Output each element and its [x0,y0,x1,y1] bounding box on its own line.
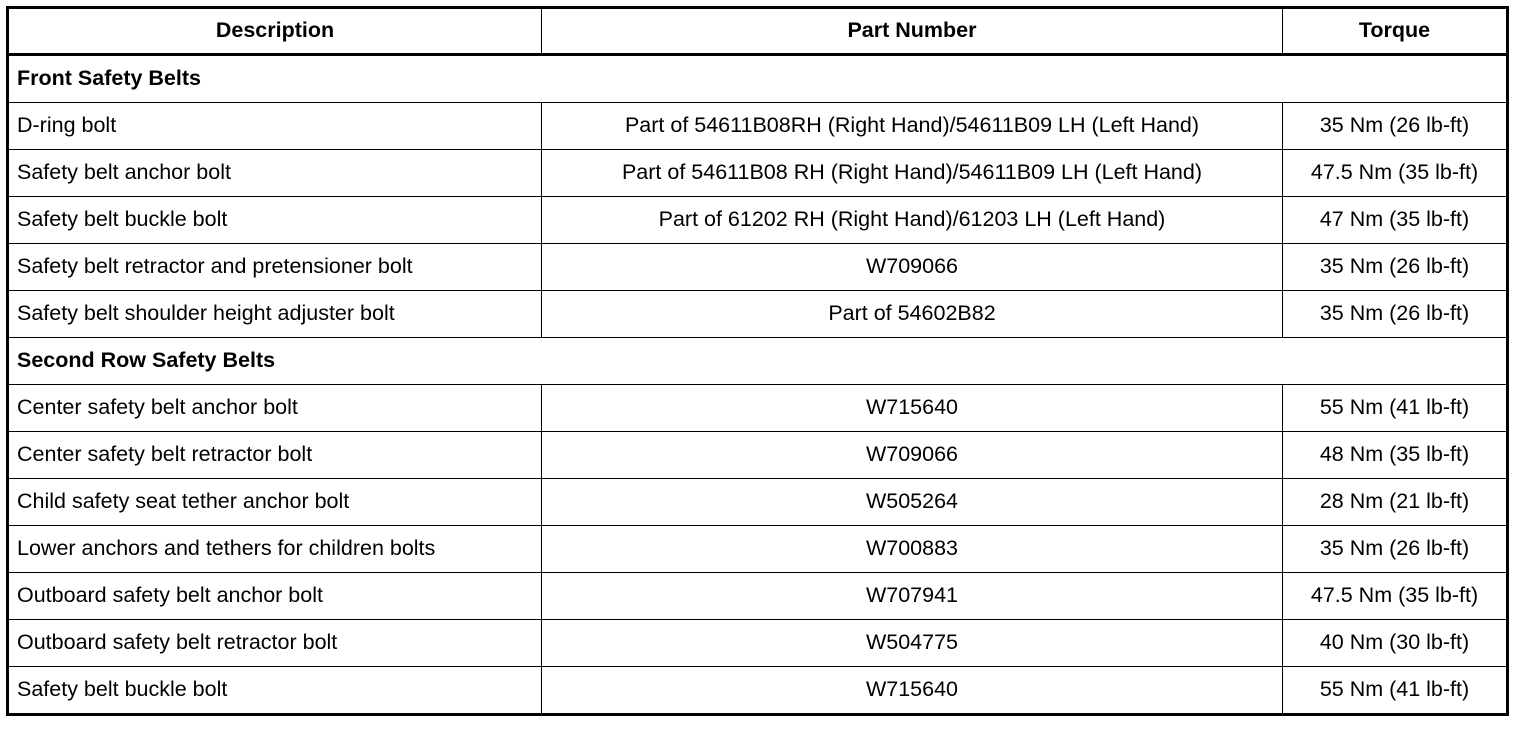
torque-cell: 47.5 Nm (35 lb-ft) [1283,150,1508,197]
torque-cell: 35 Nm (26 lb-ft) [1283,291,1508,338]
torque-cell: 35 Nm (26 lb-ft) [1283,526,1508,573]
torque-cell: 35 Nm (26 lb-ft) [1283,103,1508,150]
description-cell: Outboard safety belt retractor bolt [8,620,542,667]
torque-cell: 35 Nm (26 lb-ft) [1283,244,1508,291]
header-description: Description [8,8,542,55]
table-row [8,620,1508,667]
torque-specification-table-container [6,6,1506,716]
part-number-cell: W709066 [542,432,1283,479]
description-cell: Outboard safety belt anchor bolt [8,573,542,620]
description-cell: Center safety belt retractor bolt [8,432,542,479]
table-row [8,526,1508,573]
torque-cell: 48 Nm (35 lb-ft) [1283,432,1508,479]
part-number-cell: Part of 54611B08RH (Right Hand)/54611B09 LH (Left Hand) [542,103,1283,150]
description-cell: Safety belt shoulder height adjuster bolt [8,291,542,338]
section-title: Second Row Safety Belts [8,338,1508,385]
torque-cell: 28 Nm (21 lb-ft) [1283,479,1508,526]
table-body [8,55,1508,715]
torque-cell: 47.5 Nm (35 lb-ft) [1283,573,1508,620]
part-number-cell: W715640 [542,385,1283,432]
header-torque: Torque [1283,8,1508,55]
torque-cell: 55 Nm (41 lb-ft) [1283,667,1508,715]
part-number-cell: W715640 [542,667,1283,715]
description-cell: Safety belt buckle bolt [8,667,542,715]
table-row [8,385,1508,432]
torque-cell: 47 Nm (35 lb-ft) [1283,197,1508,244]
part-number-cell: Part of 54602B82 [542,291,1283,338]
part-number-cell: W707941 [542,573,1283,620]
table-row [8,573,1508,620]
part-number-cell: W709066 [542,244,1283,291]
table-row [8,197,1508,244]
description-cell: Safety belt retractor and pretensioner bolt [8,244,542,291]
torque-cell: 55 Nm (41 lb-ft) [1283,385,1508,432]
torque-cell: 40 Nm (30 lb-ft) [1283,620,1508,667]
description-cell: Child safety seat tether anchor bolt [8,479,542,526]
part-number-cell: Part of 61202 RH (Right Hand)/61203 LH (Left Hand) [542,197,1283,244]
description-cell: Safety belt anchor bolt [8,150,542,197]
part-number-cell: W504775 [542,620,1283,667]
table-row [8,150,1508,197]
section-row-second-row-safety-belts [8,338,1508,385]
table-row [8,667,1508,715]
header-part-number: Part Number [542,8,1283,55]
table-row [8,291,1508,338]
description-cell: D-ring bolt [8,103,542,150]
table-row [8,103,1508,150]
table-row [8,479,1508,526]
table-header [8,8,1508,55]
part-number-cell: Part of 54611B08 RH (Right Hand)/54611B09 LH (Left Hand) [542,150,1283,197]
table-row [8,432,1508,479]
section-row-front-safety-belts [8,55,1508,103]
torque-specification-table [6,6,1509,716]
part-number-cell: W700883 [542,526,1283,573]
description-cell: Lower anchors and tethers for children bolts [8,526,542,573]
section-title: Front Safety Belts [8,55,1508,103]
part-number-cell: W505264 [542,479,1283,526]
description-cell: Safety belt buckle bolt [8,197,542,244]
header-row [8,8,1508,55]
table-row [8,244,1508,291]
description-cell: Center safety belt anchor bolt [8,385,542,432]
